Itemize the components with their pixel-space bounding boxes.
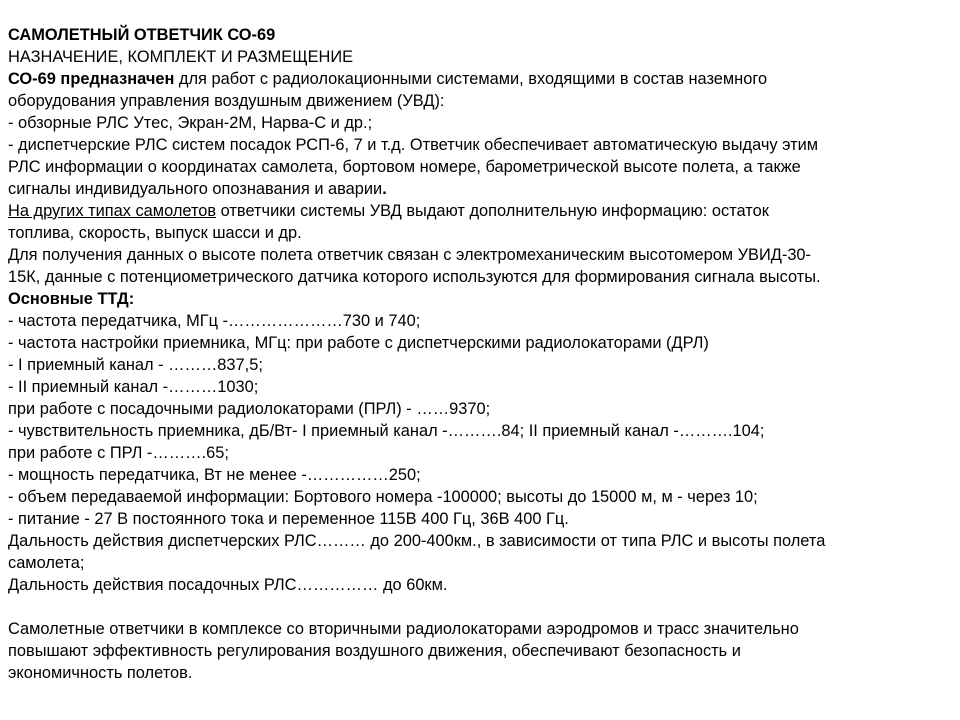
- ttd-line-8: - мощность передатчика, Вт не менее -……………250;: [8, 466, 421, 484]
- conclusion-line-1: Самолетные ответчики в комплексе со вторичными радиолокаторами аэродромов и трасс значительно: [8, 620, 799, 638]
- items1-line-1: - обзорные РЛС Утес, Экран-2М, Нарва-С и др.;: [8, 114, 373, 132]
- ttd-heading: Основные ТТД:: [8, 290, 135, 308]
- ttd-line-6: - чувствительность приемника, дБ/Вт- I приемный канал -……….84; II приемный канал -……….104;: [8, 422, 765, 440]
- items1-line-2: - диспетчерские РЛС систем посадок РСП-6, 7 и т.д. Ответчик обеспечивает автоматическую выдачу этим: [8, 136, 819, 154]
- document-title: САМОЛЕТНЫЙ ОТВЕТЧИК СО-69: [8, 26, 276, 44]
- items1-line-3: РЛС информации о координатах самолета, бортовом номере, барометрической высоте полета, а также: [8, 158, 801, 176]
- other-line-1: [8, 200, 960, 222]
- ttd-line-1: - частота передатчика, МГц -…………………730 и 740;: [8, 312, 421, 330]
- other-underlined: На других типах самолетов: [8, 202, 217, 220]
- items1-line-4-end: .: [382, 180, 387, 198]
- intro-lead-rest: для работ с радиолокационными системами, входящими в состав наземного: [174, 70, 768, 88]
- ttd-line-9: - объем передаваемой информации: Бортового номера -100000; высоты до 15000 м, м - через 10;: [8, 488, 758, 506]
- ttd-line-4: - II приемный канал -………1030;: [8, 378, 259, 396]
- items1-line-4: [8, 178, 960, 200]
- ttd-line-12: самолета;: [8, 554, 85, 572]
- ttd-line-3: - I приемный канал - ………837,5;: [8, 356, 263, 374]
- ttd-line-7: при работе с ПРЛ -……….65;: [8, 444, 229, 462]
- other-rest: ответчики системы УВД выдают дополнительную информацию: остаток: [216, 202, 769, 220]
- ttd-line-2: - частота настройки приемника, МГц: при работе с диспетчерскими радиолокаторами (ДРЛ): [8, 334, 709, 352]
- altitude-line-1: Для получения данных о высоте полета ответчик связан с электромеханическим высотомером УВИД-30-: [8, 246, 812, 264]
- conclusion-line-2: повышают эффективность регулирования воздушного движения, обеспечивают безопасность и: [8, 642, 741, 660]
- other-line-2: топлива, скорость, выпуск шасси и др.: [8, 224, 302, 242]
- ttd-line-13: Дальность действия посадочных РЛС…………… до 60км.: [8, 576, 448, 594]
- intro-line-2: оборудования управления воздушным движением (УВД):: [8, 92, 445, 110]
- intro-lead-bold: СО-69 предназначен: [8, 70, 175, 88]
- conclusion-line-3: экономичность полетов.: [8, 664, 193, 682]
- ttd-line-5: при работе с посадочными радиолокаторами (ПРЛ) - ……9370;: [8, 400, 491, 418]
- document-subtitle: НАЗНАЧЕНИЕ, КОМПЛЕКТ И РАЗМЕЩЕНИЕ: [8, 48, 354, 66]
- altitude-line-2: 15К, данные с потенциометрического датчика которого используются для формирования сигнала высоты.: [8, 268, 821, 286]
- intro-line-1: [8, 68, 960, 90]
- ttd-line-10: - питание - 27 В постоянного тока и переменное 115В 400 Гц, 36В 400 Гц.: [8, 510, 569, 528]
- paragraph-spacer: [8, 596, 960, 618]
- ttd-line-11: Дальность действия диспетчерских РЛС……… до 200-400км., в зависимости от типа РЛС и высоты полета: [8, 532, 826, 550]
- items1-line-4-text: сигналы индивидуального опознавания и аварии: [8, 180, 383, 198]
